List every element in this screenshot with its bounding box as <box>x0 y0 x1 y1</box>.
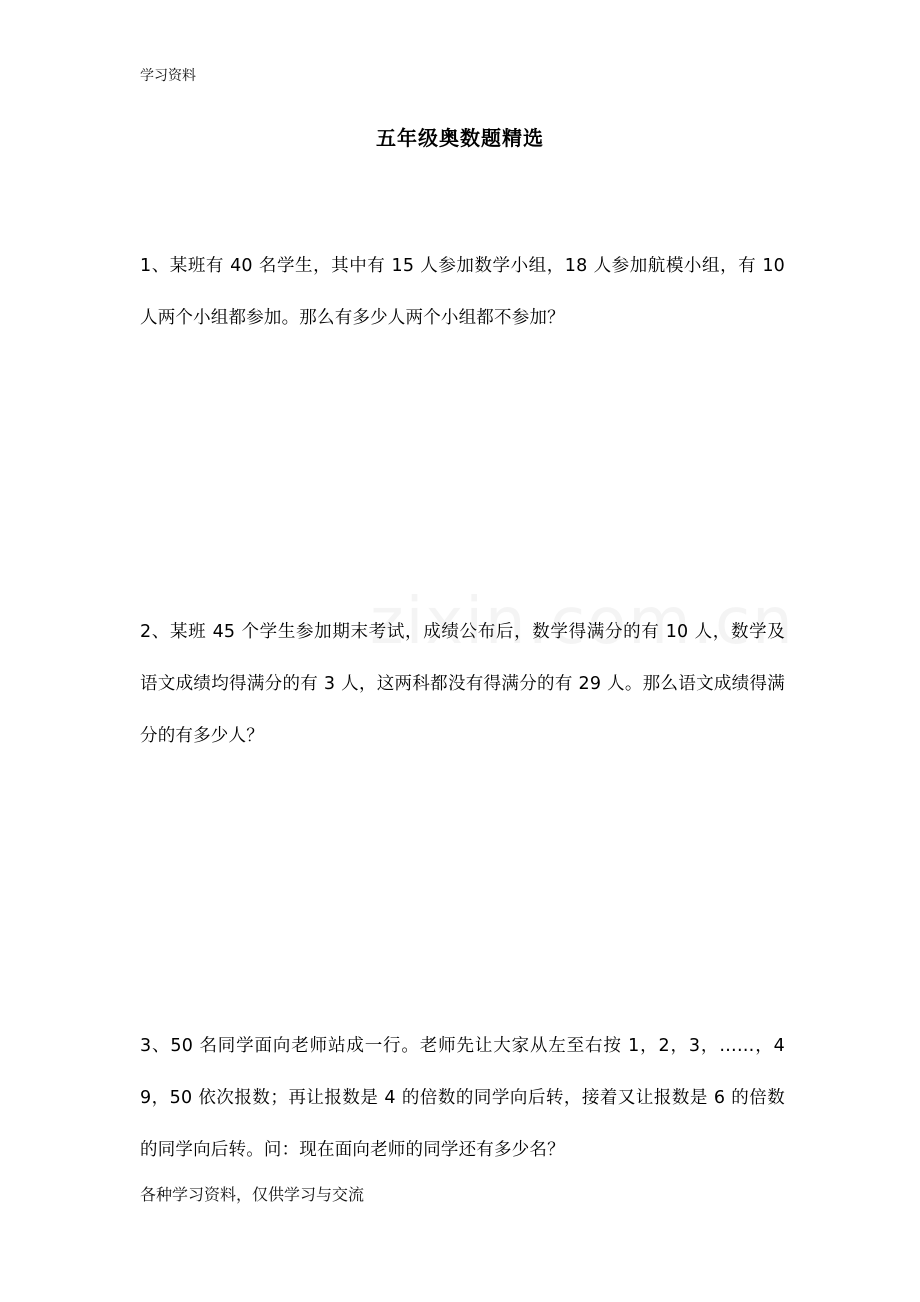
question-3: 3、50 名同学面向老师站成一行。老师先让大家从左至右按 1，2，3，……，49，50 依次报数；再让报数是 4 的倍数的同学向后转，接着又让报数是 6 的倍数的同学向后转。问：现在面向老师的同学还有多少名？ <box>140 1036 785 1160</box>
question-2: 2、某班 45 个学生参加期末考试，成绩公布后，数学得满分的有 10 人，数学及语文成绩均得满分的有 3 人，这两科都没有得满分的有 29 人。那么语文成绩得满分的有多少人？ <box>140 622 785 746</box>
question-1: 1、某班有 40 名学生，其中有 15 人参加数学小组，18 人参加航模小组，有 10 人两个小组都参加。那么有多少人两个小组都不参加？ <box>140 256 785 328</box>
footer-label: 各种学习资料，仅供学习与交流 <box>140 1185 365 1204</box>
document-title: 五年级奥数题精选 <box>376 126 544 150</box>
header-label: 学习资料 <box>140 68 196 84</box>
